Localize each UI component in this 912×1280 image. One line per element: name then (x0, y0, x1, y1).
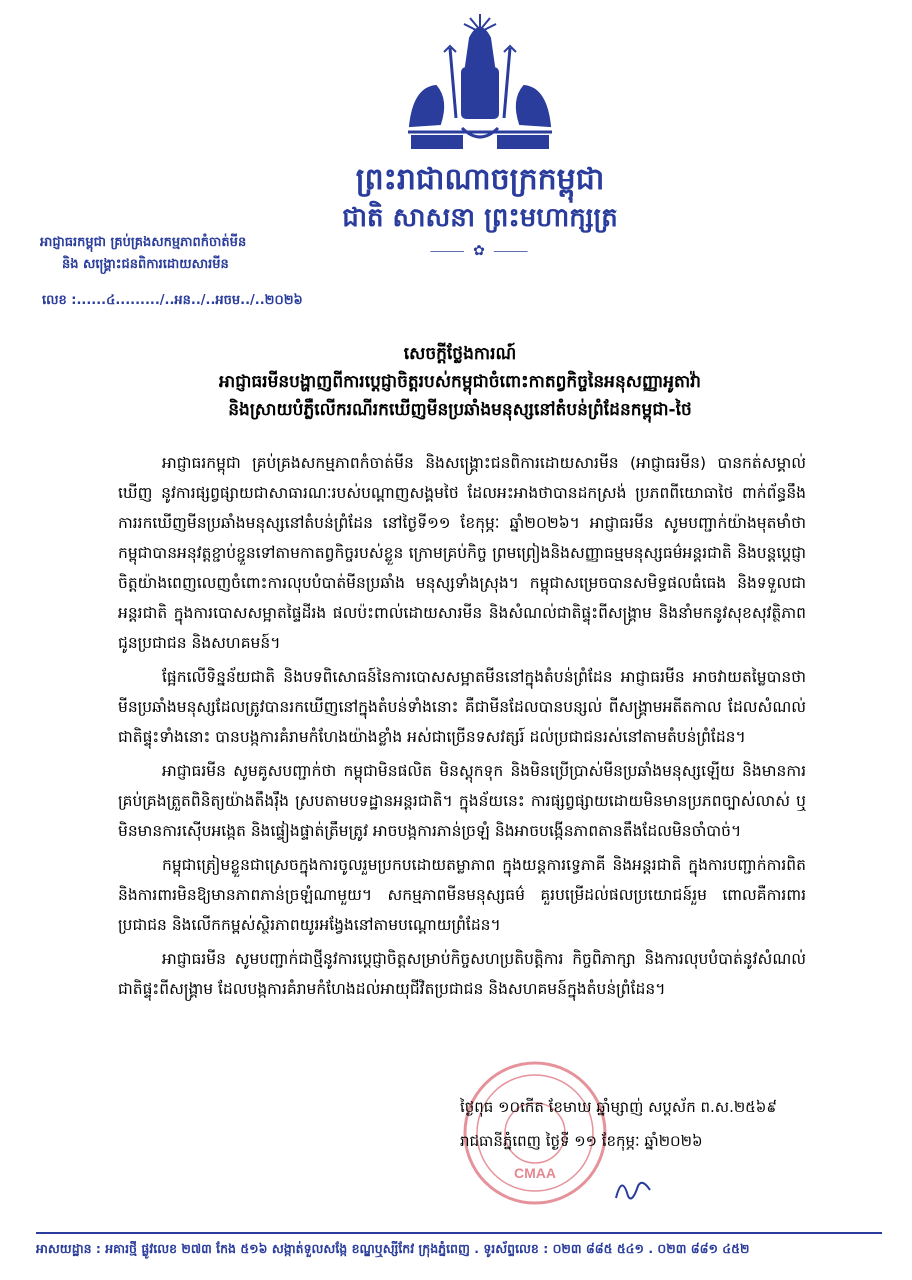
kingdom-title: ព្រះរាជាណាចក្រកម្ពុជា (355, 162, 605, 197)
signature-mark (610, 1168, 660, 1208)
agency-name-line1: អាជ្ញាធរកម្ពុជា គ្រប់គ្រងសកម្មភាពកំចាត់មីន (40, 235, 247, 250)
date-block (460, 1090, 820, 1158)
agency-name (40, 232, 340, 276)
stamp-label: CMAA (514, 1165, 556, 1181)
body-paragraph: អាជ្ញាធរមីន សូមបញ្ជាក់ជាថ្មីនូវការប្តេជ្ញាចិត្តសម្រាប់កិច្ចសហប្រតិបត្តិការ កិច្ចពិភាក្សា និងការលុបបំបាត់នូវសំណល់ជាតិផ្ទុះពីសង្គ្រាម ដែលបង្កការគំរាមកំហែងដល់អាយុជីវិតប្រជាជន និងសហគមន៍ក្នុងតំបន់ព្រំដែន។ (118, 950, 806, 998)
solar-date: រាជធានីភ្នំពេញ ថ្ងៃទី ១១ ខែកុម្ភៈ ឆ្នាំ២០២៦ (460, 1132, 703, 1150)
body-paragraph: កម្ពុជាត្រៀមខ្លួនជាស្រេចក្នុងការចូលរួមប្រកបដោយតម្លាភាព ក្នុងយន្តការទ្វេភាគី និងអន្តរជាតិ ក្នុងការបញ្ជាក់ការពិត និងការពារមិនឱ្យមានភាពភាន់ច្រឡំណាមួយ។ សកម្មភាពមីនមនុស្សធម៌ គួរបម្រើដល់ផលប្រយោជន៍រួម ពោលគឺការពារប្រជាជន និងលើកកម្ពស់ស្ថិរភាពយូរអង្វែងនៅតាមបណ្តោយព្រំដែន។ (118, 856, 806, 934)
body-paragraph: អាជ្ញាធរមីន សូមគូសបញ្ជាក់ថា កម្ពុជាមិនផលិត មិនស្តុកទុក និងមិនប្រើប្រាស់មីនប្រឆាំងមនុស្សឡើយ និងមានការគ្រប់គ្រងត្រួតពិនិត្យយ៉ាងតឹងរ៉ឹង ស្របតាមបទដ្ឋានអន្តរជាតិ។ ក្នុងន័យនេះ ការផ្សព្វផ្សាយដោយមិនមានប្រភពច្បាស់លាស់ ឬមិនមានការស៊ើបអង្កេត និងផ្ទៀងផ្ទាត់ត្រឹមត្រូវ អាចបង្កការភាន់ច្រឡំ និងអាចបង្កើនភាពតានតឹងដែលមិនចាំបាច់។ (118, 762, 806, 840)
statement-body (118, 448, 806, 1008)
ornament-divider: ⸻ ✿ ⸻ (429, 243, 531, 259)
footer-divider (36, 1232, 882, 1234)
national-motto: ជាតិ សាសនា ព្រះមហាក្សត្រ (342, 203, 618, 233)
statement-subject-line2: និងស្រាយបំភ្លឺលើករណីរកឃើញមីនប្រឆាំងមនុស្សនៅតំបន់ព្រំដែនកម្ពុជា-ថៃ (228, 400, 692, 420)
statement-heading: សេចក្តីថ្លែងការណ៍ (403, 344, 517, 364)
reference-number: លេខ :......៤........./..អន../..អចម../..២០២៦ (42, 293, 303, 308)
footer-address: អាសយដ្ឋាន : អគារថ្មី ផ្លូវលេខ ២៧៣ កែង ៥១៦ សង្កាត់ទួលសង្កែ ខណ្ឌឬស្សីកែវ ក្រុងភ្នំពេញ . ទូរស័ព្ទលេខ : ០២៣ ៨៨៥ ៥៤១ . ០២៣ ៨៨១ ៤៥២ (36, 1241, 750, 1256)
body-paragraph: ផ្អែកលើទិន្នន័យជាតិ និងបទពិសោធន៍នៃការបោសសម្អាតមីននៅក្នុងតំបន់ព្រំដែន អាជ្ញាធរមីន អាចវាយតម្លៃបានថា មីនប្រឆាំងមនុស្សដែលត្រូវបានរកឃើញនៅក្នុងតំបន់ទាំងនោះ គឺជាមីនដែលបានបន្សល់ ពីសង្គ្រាមអតីតកាល ដែលសំណល់ជាតិផ្ទុះទាំងនោះ បានបង្កការគំរាមកំហែងយ៉ាងខ្លាំង អស់ជាច្រើនទសវត្សរ៍ ដល់ប្រជាជនរស់នៅតាមតំបន់ព្រំដែន។ (118, 668, 806, 746)
statement-subject-line1: អាជ្ញាធរមីនបង្ហាញពីការប្តេជ្ញាចិត្តរបស់កម្ពុជាចំពោះកាតព្វកិច្ចនៃអនុសញ្ញាអូតាវ៉ា (219, 372, 701, 392)
royal-emblem-icon (400, 8, 560, 158)
body-paragraph: អាជ្ញាធរកម្ពុជា គ្រប់គ្រងសកម្មភាពកំចាត់មីន និងសង្គ្រោះជនពិការដោយសារមីន (អាជ្ញាធរមីន) បានកត់សម្គាល់ឃើញ នូវការផ្សព្វផ្សាយជាសាធារណៈរបស់បណ្តាញសង្គមថៃ ដែលអះអាងថាបានដកស្រង់ ប្រភពពីយោធាថៃ ពាក់ព័ន្ធនឹងការរកឃើញមីនប្រឆាំងមនុស្សនៅតំបន់ព្រំដែន នៅថ្ងៃទី១១ ខែកុម្ភៈ ឆ្នាំ២០២៦។ អាជ្ញាធរមីន សូមបញ្ជាក់យ៉ាងមុតមាំថា កម្ពុជាបានអនុវត្តខ្ជាប់ខ្ជួនទៅតាមកាតព្វកិច្ចរបស់ខ្លួន ក្រោមគ្រប់កិច្ច ព្រមព្រៀងនិងសញ្ញាធម្មមនុស្សធម៌អន្តរជាតិ និងបន្តប្តេជ្ញាចិត្តយ៉ាងពេញលេញចំពោះការលុបបំបាត់មីនប្រឆាំង មនុស្សទាំងស្រុង។ កម្ពុជាសម្រេចបានសមិទ្ធផលធំធេង និងទទួលជាអន្តរជាតិ ក្នុងការបោសសម្អាតផ្ទៃដីរង ផលប៉ះពាល់ដោយសារមីន និងសំណល់ជាតិផ្ទុះពីសង្គ្រាម និងនាំមកនូវសុខសុវត្ថិភាពជូនប្រជាជន និងសហគមន៍។ (118, 454, 806, 652)
lunar-date: ថ្ងៃពុធ ១០កើត ខែមាឃ ឆ្នាំម្សាញ់ សប្តស័ក ព.ស.២៥៦៩ (460, 1098, 778, 1116)
statement-titles (120, 340, 800, 424)
agency-name-line2: និង សង្គ្រោះជនពិការដោយសារមីន (62, 257, 229, 272)
